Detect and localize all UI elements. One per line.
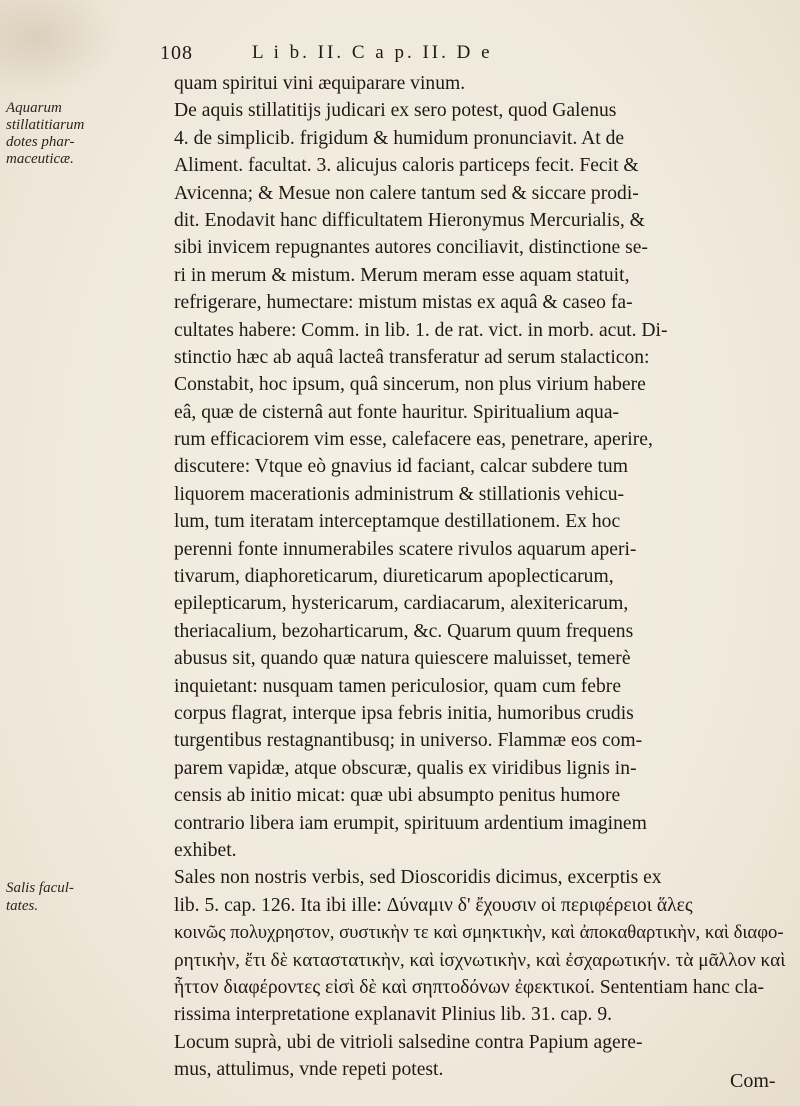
text-line: ri in merum & mistum. Merum meram esse aquam statuit, — [174, 264, 630, 286]
text-line: dit. Enodavit hanc difficultatem Hieronymus Mercurialis, & — [174, 209, 645, 231]
text-line: lib. 5. cap. 126. Ita ibi ille: Δύναμιν δ' ἔχουσιν οἱ περιφέρειοι ἅλες — [174, 894, 693, 916]
text-line: perenni fonte innumerabiles scatere rivulos aquarum aperi- — [174, 538, 637, 560]
text-line: Aliment. facultat. 3. alicujus caloris particeps fecit. Fecit & — [174, 155, 639, 177]
margin-note: stillatitiarum — [6, 117, 85, 133]
text-line: ρητικὴν, ἔτι δὲ καταστατικὴν, καὶ ἰσχνωτικὴν, καὶ ἐσχαρωτικήν. τὰ μᾶλλον καὶ — [174, 949, 786, 971]
text-line: exhibet. — [174, 839, 237, 861]
text-line: cultates habere: Comm. in lib. 1. de rat. vict. in morb. acut. Di- — [174, 319, 668, 341]
running-title: L i b. II. C a p. II. D e — [252, 42, 493, 63]
text-line: 4. de simplicib. frigidum & humidum pronunciavit. At de — [174, 127, 625, 149]
text-line: inquietant: nusquam tamen periculosior, quam cum febre — [174, 675, 622, 697]
text-line: tivarum, diaphoreticarum, diureticarum apoplecticarum, — [174, 566, 614, 588]
text-line: Sales non nostris verbis, sed Dioscoridis dicimus, excerptis ex — [174, 867, 662, 889]
text-line: abusus sit, quando quæ natura quiescere maluisset, temerè — [174, 648, 631, 670]
text-line: κοινῶς πολυχρηστον, συστικὴν τε καὶ σμηκτικὴν, καὶ ἀποκαθαρτικὴν, καὶ διαφο- — [174, 922, 784, 944]
text-line: Constabit, hoc ipsum, quâ sincerum, non plus virium habere — [174, 374, 646, 396]
margin-note: maceuticæ. — [6, 151, 74, 167]
catchword: Com- — [730, 1070, 776, 1092]
text-line: rissima interpretatione explanavit Plinius lib. 31. cap. 9. — [174, 1004, 613, 1026]
text-line: eâ, quæ de cisternâ aut fonte hauritur. Spiritualium aqua- — [174, 401, 620, 423]
text-line: contrario libera iam erumpit, spirituum ardentium imaginem — [174, 812, 647, 834]
text-line: De aquis stillatitijs judicari ex sero potest, quod Galenus — [174, 100, 617, 122]
text-line: Locum suprà, ubi de vitrioli salsedine contra Papium agere- — [174, 1031, 643, 1053]
text-line: Avicenna; & Mesue non calere tantum sed & siccare prodi- — [174, 182, 639, 204]
margin-note: Aquarum — [6, 100, 62, 116]
text-line: refrigerare, humectare: mistum mistas ex aquâ & caseo fa- — [174, 292, 633, 314]
text-line: censis ab initio micat: quæ ubi absumpto penitus humore — [174, 785, 621, 807]
page-stain — [0, 0, 120, 95]
text-line: theriacalium, bezoharticarum, &c. Quarum quum frequens — [174, 620, 634, 642]
text-line: corpus flagrat, interque ipsa febris initia, humoribus crudis — [174, 702, 634, 724]
margin-note: Salis facul- — [6, 880, 74, 896]
text-line: parem vapidæ, atque obscuræ, qualis ex viridibus lignis in- — [174, 757, 637, 779]
text-line: discutere: Vtque eò gnavius id faciant, calcar subdere tum — [174, 456, 628, 478]
text-line: sibi invicem repugnantes autores conciliavit, distinctione se- — [174, 237, 648, 259]
page-header — [160, 40, 780, 72]
text-line: quam spiritui vini æquiparare vinum. — [174, 73, 466, 94]
page-number: 108 — [160, 42, 193, 64]
text-line: liquorem macerationis administrum & stillationis vehicu- — [174, 483, 625, 505]
text-line: lum, tum iteratam interceptamque destillationem. Ex hoc — [174, 511, 621, 533]
text-line: stinctio hæc ab aquâ lacteâ transferatur ad serum stalacticon: — [174, 346, 650, 368]
text-line: ἧττον διαφέροντες εἰσὶ δὲ καὶ σηπτοδόνων ἐφεκτικοί. Sententiam hanc cla- — [174, 976, 765, 998]
text-line: epilepticarum, hystericarum, cardiacarum, alexitericarum, — [174, 593, 629, 615]
text-line: rum efficaciorem vim esse, calefacere eas, penetrare, aperire, — [174, 429, 653, 451]
text-line: turgentibus restagnantibusq; in universo. Flammæ eos com- — [174, 730, 643, 752]
margin-note: tates. — [6, 898, 39, 914]
body-text — [174, 70, 789, 1083]
margin-note: dotes phar- — [6, 134, 75, 150]
text-line: mus, attulimus, vnde repeti potest. — [174, 1059, 444, 1081]
